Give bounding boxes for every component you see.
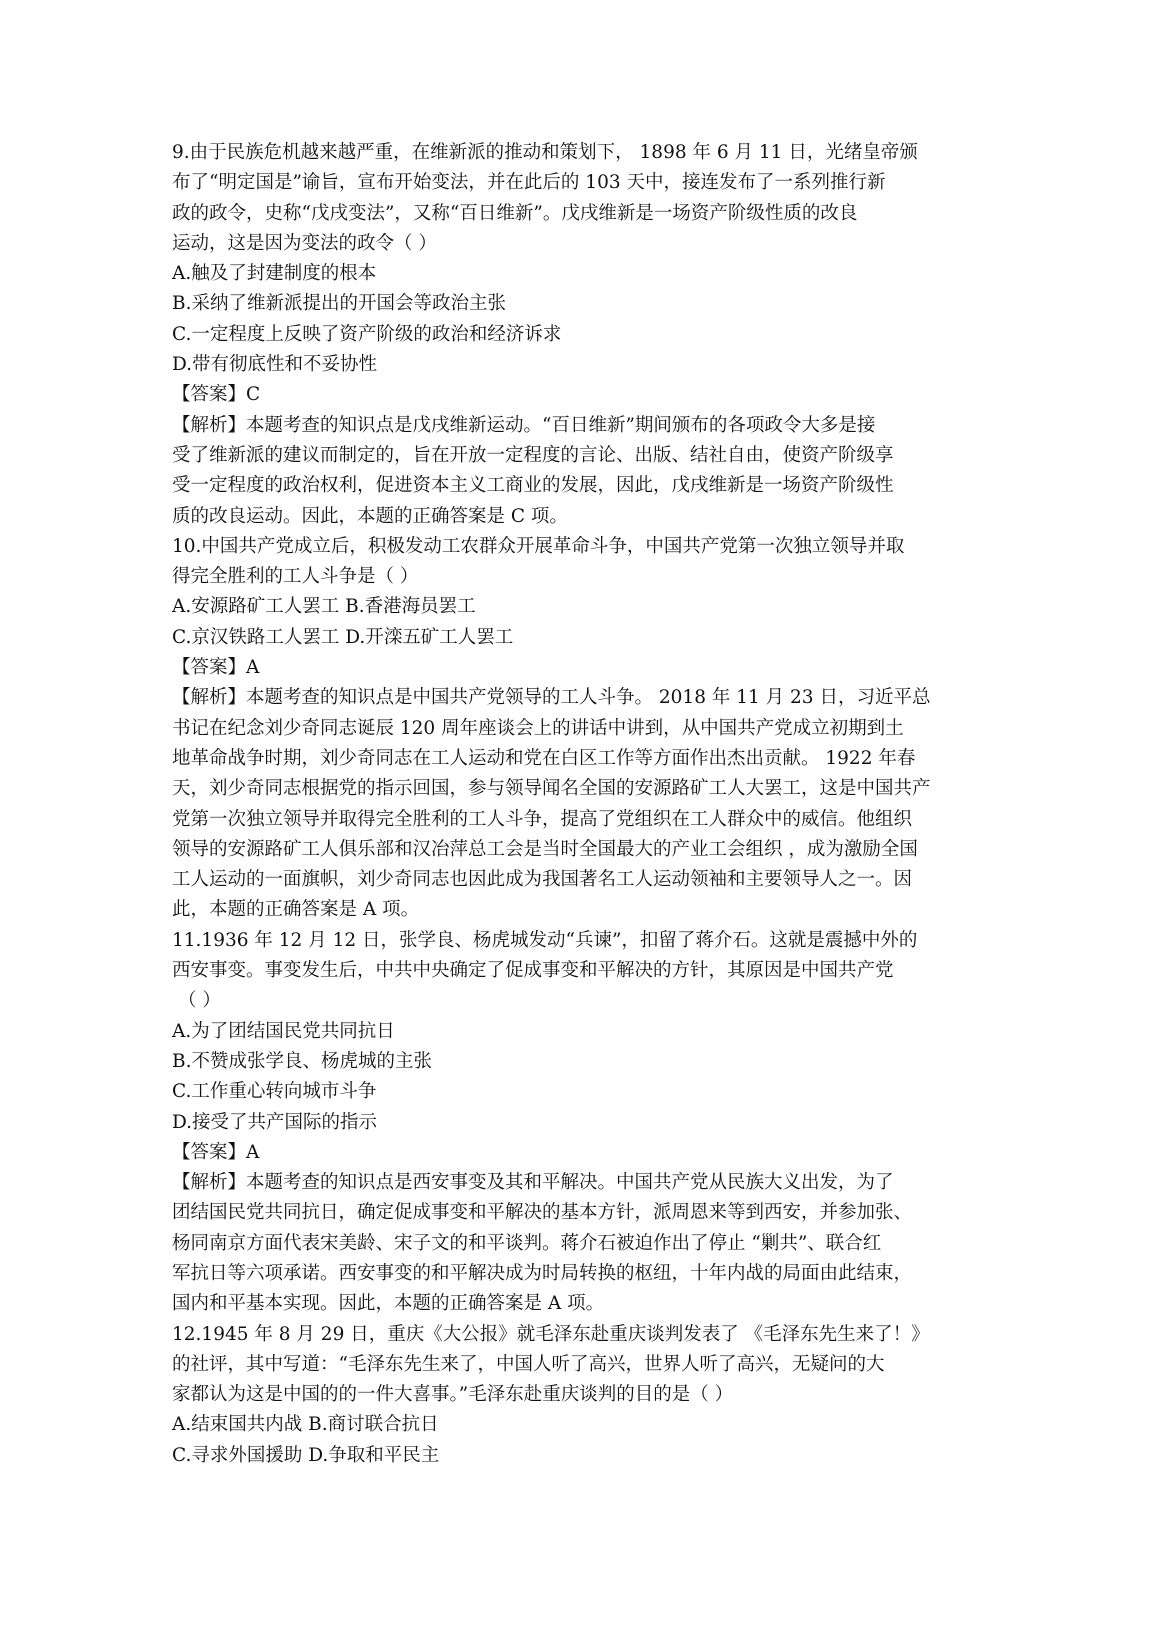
question-stem-line: 10.中国共产党成立后，积极发动工农群众开展革命斗争，中国共产党第一次独立领导并取	[172, 535, 905, 557]
option-line: B.不赞成张学良、杨虎城的主张	[172, 1050, 432, 1072]
analysis-line: 质的改良运动。因此，本题的正确答案是 C 项。	[172, 505, 568, 527]
analysis-line: 【解析】本题考查的知识点是戊戌维新运动。“百日维新”期间颁布的各项政令大多是接	[172, 414, 876, 436]
question-stem-line: 11.1936 年 12 月 12 日，张学良、杨虎城发动“兵谏”，扣留了蒋介石。这就是震撼中外的	[172, 929, 918, 951]
option-line: C.工作重心转向城市斗争	[172, 1081, 377, 1103]
option-line: C.寻求外国援助 D.争取和平民主	[172, 1444, 440, 1466]
question-stem-line: 得完全胜利的工人斗争是（ ）	[172, 566, 419, 588]
option-line: A.结束国共内战 B.商讨联合抗日	[172, 1414, 439, 1436]
question-9	[172, 138, 982, 532]
option-line: D.接受了共产国际的指示	[172, 1111, 378, 1133]
question-stem-line: 12.1945 年 8 月 29 日，重庆《大公报》就毛泽东赴重庆谈判发表了 《毛泽东先生来了！》	[172, 1323, 930, 1345]
analysis-line: 地革命战争时期，刘少奇同志在工人运动和党在白区工作等方面作出杰出贡献。 1922 年春	[172, 747, 916, 769]
question-stem-line: 家都认为这是中国的的一件大喜事。”毛泽东赴重庆谈判的目的是（ ）	[172, 1384, 734, 1406]
question-stem-line: （ ）	[178, 990, 221, 1012]
question-stem-line: 政的政令，史称“戊戌变法”，又称“百日维新”。戊戌维新是一场资产阶级性质的改良	[172, 202, 858, 224]
analysis-line: 党第一次独立领导并取得完全胜利的工人斗争，提高了党组织在工人群众中的威信。他组织	[172, 808, 913, 830]
analysis-line: 【解析】本题考查的知识点是中国共产党领导的工人斗争。 2018 年 11 月 23 日，习近平总	[172, 687, 931, 709]
analysis-line: 杨同南京方面代表宋美龄、宋子文的和平谈判。蒋介石被迫作出了停止 “剿共”、联合红	[172, 1232, 882, 1254]
analysis-line: 团结国民党共同抗日，确定促成事变和平解决的基本方针，派周恩来等到西安，并参加张、	[172, 1202, 913, 1224]
option-line: C.一定程度上反映了资产阶级的政治和经济诉求	[172, 323, 562, 345]
document-page	[172, 138, 982, 1471]
question-stem-line: 的社评，其中写道：“毛泽东先生来了，中国人听了高兴，世界人听了高兴，无疑问的大	[172, 1353, 885, 1375]
analysis-line: 国内和平基本实现。因此，本题的正确答案是 A 项。	[172, 1293, 605, 1315]
analysis-line: 此，本题的正确答案是 A 项。	[172, 899, 420, 921]
option-line: A.安源路矿工人罢工 B.香港海员罢工	[172, 596, 476, 618]
option-line: C.京汉铁路工人罢工 D.开滦五矿工人罢工	[172, 626, 514, 648]
answer-line: 【答案】A	[172, 1141, 260, 1163]
analysis-line: 领导的安源路矿工人俱乐部和汉冶萍总工会是当时全国最大的产业工会组织 ，成为激励全国	[172, 838, 918, 860]
answer-line: 【答案】C	[172, 384, 261, 406]
analysis-line: 【解析】本题考查的知识点是西安事变及其和平解决。中国共产党从民族大义出发，为了	[172, 1172, 894, 1194]
question-stem-line: 布了“明定国是”谕旨，宣布开始变法，并在此后的 103 天中，接连发布了一系列推行新	[172, 172, 886, 194]
analysis-line: 天，刘少奇同志根据党的指示回国，参与领导闻名全国的安源路矿工人大罢工，这是中国共产	[172, 778, 931, 800]
analysis-line: 受一定程度的政治权利，促进资本主义工商业的发展，因此，戊戌维新是一场资产阶级性	[172, 475, 894, 497]
analysis-line: 军抗日等六项承诺。西安事变的和平解决成为时局转换的枢纽，十年内战的局面由此结束，	[172, 1262, 913, 1284]
question-11	[172, 926, 982, 1320]
answer-line: 【答案】A	[172, 657, 260, 679]
analysis-line: 受了维新派的建议而制定的，旨在开放一定程度的言论、出版、结社自由，使资产阶级享	[172, 444, 894, 466]
option-line: D.带有彻底性和不妥协性	[172, 354, 378, 376]
question-10	[172, 532, 982, 926]
analysis-line: 书记在纪念刘少奇同志诞辰 120 周年座谈会上的讲话中讲到，从中国共产党成立初期到土	[172, 717, 904, 739]
option-line: A.为了团结国民党共同抗日	[172, 1020, 395, 1042]
question-stem-line: 运动，这是因为变法的政令（ ）	[172, 232, 437, 254]
analysis-line: 工人运动的一面旗帜，刘少奇同志也因此成为我国著名工人运动领袖和主要领导人之一。因	[172, 869, 913, 891]
option-line: B.采纳了维新派提出的开国会等政治主张	[172, 293, 506, 315]
question-stem-line: 9.由于民族危机越来越严重，在维新派的推动和策划下， 1898 年 6 月 11 日，光绪皇帝颁	[172, 142, 918, 163]
question-12	[172, 1320, 982, 1471]
question-stem-line: 西安事变。事变发生后，中共中央确定了促成事变和平解决的方针，其原因是中国共产党	[172, 960, 894, 982]
option-line: A.触及了封建制度的根本	[172, 263, 377, 285]
